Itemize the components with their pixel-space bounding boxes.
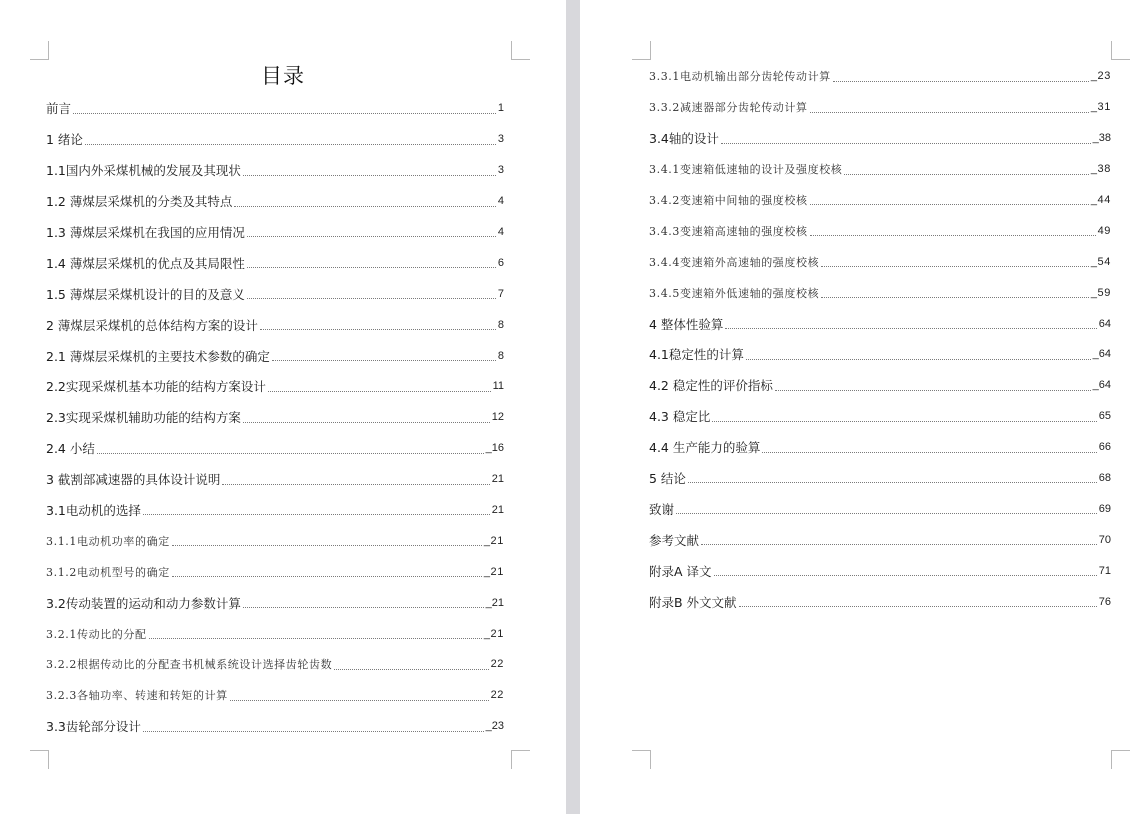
- dot-leader: [833, 80, 1089, 82]
- dot-leader: [243, 421, 490, 423]
- page-gap: [566, 0, 580, 814]
- toc-entry-text: 1 绪论: [46, 132, 83, 148]
- toc-entry-text: 3.1电动机的选择: [46, 503, 141, 519]
- toc-entry-text: 附录B 外文文献: [649, 594, 737, 610]
- toc-entry-page-number: 11: [492, 380, 504, 393]
- toc-entry-text: 参考文献: [649, 532, 700, 548]
- toc-entry-page-number: 4: [497, 226, 504, 238]
- toc-entry[interactable]: [649, 61, 1111, 92]
- dot-leader: [172, 575, 482, 577]
- toc-entry[interactable]: [46, 93, 504, 124]
- dot-leader: [247, 297, 496, 299]
- toc-entry-text: 1.3 薄煤层采煤机在我国的应用情况: [46, 225, 245, 240]
- toc-entry-page-number: _38: [1092, 132, 1111, 145]
- dot-leader: [149, 637, 482, 639]
- toc-entry[interactable]: [46, 278, 504, 309]
- toc-entry-page-number: 70: [1098, 533, 1111, 546]
- toc-entry-page-number: _21: [483, 565, 504, 578]
- toc-entry[interactable]: [649, 339, 1111, 370]
- toc-entry[interactable]: [649, 463, 1111, 494]
- toc-entry-text: 3.3.1电动机输出部分齿轮传动计算: [649, 70, 831, 84]
- toc-entry-text: 3.2.1传动比的分配: [46, 627, 147, 641]
- dot-leader: [725, 327, 1096, 329]
- toc-entry-page-number: _64: [1092, 379, 1111, 392]
- dot-leader: [143, 730, 484, 732]
- toc-entry-page-number: _21: [483, 534, 504, 547]
- toc-entry[interactable]: [649, 246, 1111, 277]
- dot-leader: [739, 605, 1097, 607]
- dot-leader: [676, 512, 1097, 514]
- dot-leader: [810, 203, 1089, 205]
- toc-entry-text: 3.1.1电动机功率的确定: [46, 534, 170, 548]
- dot-leader: [746, 358, 1091, 360]
- dot-leader: [260, 328, 496, 330]
- toc-entry[interactable]: [649, 123, 1111, 154]
- toc-entry[interactable]: [649, 370, 1111, 401]
- toc-entry[interactable]: [46, 217, 504, 248]
- toc-entry-text: 1.2 薄煤层采煤机的分类及其特点: [46, 194, 233, 210]
- toc-entry-text: 1.5 薄煤层采煤机设计的目的及意义: [46, 286, 245, 302]
- toc-entry-page-number: 22: [490, 689, 504, 702]
- dot-leader: [810, 234, 1096, 236]
- dot-leader: [247, 266, 496, 268]
- corner-mark-top-left: [632, 41, 651, 60]
- toc-entry-text: 3.4.1变速箱低速轴的设计及强度校核: [649, 163, 843, 177]
- dot-leader: [714, 574, 1097, 576]
- toc-entry-text: 3.4.3变速箱高速轴的强度校核: [649, 224, 808, 238]
- toc-entry-text: 4.4 生产能力的验算: [649, 440, 761, 456]
- toc-entry-text: 2.2实现采煤机基本功能的结构方案设计: [46, 379, 266, 395]
- toc-entry[interactable]: [649, 215, 1111, 246]
- toc-entry[interactable]: [46, 711, 504, 742]
- toc-entry-text: 3.4.5变速箱外低速轴的强度校核: [649, 286, 820, 300]
- toc-entry[interactable]: [649, 432, 1111, 463]
- toc-entry[interactable]: [46, 340, 504, 371]
- toc-entry[interactable]: [649, 277, 1111, 308]
- dot-leader: [810, 111, 1089, 113]
- toc-entry-page-number: _44: [1090, 194, 1111, 206]
- dot-leader: [234, 205, 496, 207]
- toc-entry-page-number: 12: [491, 411, 504, 424]
- toc-entry[interactable]: [649, 586, 1111, 617]
- toc-entry-page-number: 1: [497, 102, 504, 115]
- dot-leader: [721, 142, 1091, 144]
- toc-entry[interactable]: [46, 649, 504, 680]
- toc-entry-page-number: 64: [1098, 317, 1111, 330]
- toc-entry[interactable]: [46, 556, 504, 587]
- toc-entry-page-number: _21: [485, 596, 504, 609]
- toc-entry-text: 4 整体性验算: [649, 316, 724, 332]
- dot-leader: [701, 543, 1097, 545]
- toc-entry[interactable]: [46, 525, 504, 556]
- dot-leader: [762, 451, 1096, 453]
- toc-entry-text: 3.3.2减速器部分齿轮传动计算: [649, 101, 808, 115]
- toc-entry-text: 前言: [46, 101, 72, 117]
- toc-entry-page-number: 69: [1098, 502, 1111, 515]
- corner-mark-top-right: [511, 41, 530, 60]
- dot-leader: [821, 296, 1089, 298]
- toc-entry-page-number: 3: [497, 164, 504, 177]
- toc-entry-text: 3 截割部减速器的具体设计说明: [46, 472, 221, 488]
- dot-leader: [268, 390, 491, 392]
- toc-entry-text: 2.3实现采煤机辅助功能的结构方案: [46, 410, 241, 426]
- corner-mark-top-right: [1111, 41, 1130, 60]
- toc-list-left: [46, 93, 504, 742]
- toc-entry[interactable]: [649, 308, 1111, 339]
- toc-entry[interactable]: [649, 493, 1111, 524]
- toc-entry[interactable]: [46, 587, 504, 618]
- dot-leader: [775, 389, 1091, 391]
- toc-entry-text: 1.1国内外采煤机械的发展及其现状: [46, 163, 241, 179]
- dot-leader: [712, 420, 1096, 422]
- toc-entry-page-number: 22: [490, 658, 504, 671]
- toc-entry-text: 4.2 稳定性的评价指标: [649, 378, 773, 394]
- toc-entry-page-number: 8: [497, 318, 504, 331]
- toc-entry-page-number: _54: [1090, 255, 1111, 268]
- toc-entry-page-number: _23: [485, 720, 504, 733]
- toc-entry-page-number: _16: [485, 442, 504, 455]
- toc-entry-page-number: 21: [491, 473, 504, 486]
- toc-entry-page-number: 65: [1098, 410, 1111, 423]
- toc-entry-text: 3.3齿轮部分设计: [46, 719, 141, 735]
- dot-leader: [688, 481, 1097, 483]
- dot-leader: [73, 112, 496, 114]
- toc-entry-page-number: 4: [497, 195, 504, 208]
- toc-entry-text: 3.2传动装置的运动和动力参数计算: [46, 595, 241, 611]
- dot-leader: [85, 143, 496, 145]
- corner-mark-bottom-right: [511, 750, 530, 769]
- dot-leader: [272, 359, 496, 361]
- toc-entry[interactable]: [46, 495, 504, 526]
- toc-entry[interactable]: [649, 401, 1111, 432]
- toc-entry-page-number: 76: [1098, 595, 1111, 608]
- toc-entry-page-number: _59: [1090, 286, 1111, 299]
- toc-list-right: [649, 61, 1111, 617]
- toc-entry-text: 2 薄煤层采煤机的总体结构方案的设计: [46, 317, 258, 333]
- toc-entry-text: 3.2.3各轴功率、转速和转矩的计算: [46, 689, 228, 703]
- toc-entry-text: 致谢: [649, 501, 675, 517]
- toc-entry-page-number: _23: [1090, 70, 1111, 83]
- toc-entry[interactable]: [649, 185, 1111, 216]
- toc-entry-text: 3.1.2电动机型号的确定: [46, 565, 170, 579]
- toc-entry-text: 1.4 薄煤层采煤机的优点及其局限性: [46, 255, 245, 271]
- toc-entry-page-number: _64: [1092, 348, 1111, 361]
- toc-entry-text: 5 结论: [649, 471, 686, 487]
- toc-entry[interactable]: [46, 309, 504, 340]
- toc-entry-page-number: 21: [491, 504, 504, 517]
- corner-mark-bottom-right: [1111, 750, 1130, 769]
- toc-entry-text: 3.2.2根据传动比的分配查书机械系统设计选择齿轮齿数: [46, 658, 333, 672]
- corner-mark-bottom-left: [30, 750, 49, 769]
- toc-entry[interactable]: [649, 555, 1111, 586]
- toc-entry-text: 2.1 薄煤层采煤机的主要技术参数的确定: [46, 348, 270, 364]
- toc-entry-page-number: 7: [497, 287, 504, 300]
- dot-leader: [243, 606, 484, 608]
- dot-leader: [334, 668, 488, 670]
- toc-entry[interactable]: [649, 92, 1111, 123]
- toc-entry-page-number: _38: [1090, 163, 1111, 176]
- dot-leader: [97, 452, 484, 454]
- toc-entry[interactable]: [46, 618, 504, 649]
- toc-entry[interactable]: [46, 371, 504, 402]
- dot-leader: [172, 544, 482, 546]
- toc-entry[interactable]: [649, 154, 1111, 185]
- toc-entry-page-number: 68: [1098, 472, 1111, 485]
- toc-entry-text: 附录A 译文: [649, 563, 712, 579]
- toc-entry[interactable]: [46, 155, 504, 186]
- dot-leader: [243, 174, 496, 176]
- toc-entry[interactable]: [46, 464, 504, 495]
- corner-mark-top-left: [30, 41, 49, 60]
- toc-entry-page-number: 66: [1098, 441, 1111, 454]
- toc-entry-page-number: _21: [483, 627, 504, 640]
- toc-entry-page-number: 6: [497, 256, 504, 269]
- toc-entry[interactable]: [46, 247, 504, 278]
- dot-leader: [222, 483, 489, 485]
- toc-entry-text: 4.1稳定性的计算: [649, 347, 744, 363]
- toc-entry[interactable]: [46, 680, 504, 711]
- toc-title: 目录: [261, 64, 305, 88]
- dot-leader: [821, 265, 1089, 267]
- toc-entry[interactable]: [649, 524, 1111, 555]
- toc-entry-page-number: 49: [1097, 224, 1111, 237]
- corner-mark-bottom-left: [632, 750, 651, 769]
- toc-entry-text: 2.4 小结: [46, 441, 95, 457]
- dot-leader: [230, 699, 489, 701]
- toc-entry[interactable]: [46, 186, 504, 217]
- toc-entry-page-number: 71: [1098, 564, 1111, 577]
- toc-entry[interactable]: [46, 124, 504, 155]
- toc-entry-text: 3.4轴的设计: [649, 131, 719, 147]
- toc-entry[interactable]: [46, 402, 504, 433]
- toc-entry-page-number: 8: [497, 349, 504, 362]
- toc-entry-text: 4.3 稳定比: [649, 409, 711, 425]
- toc-entry-text: 3.4.4变速箱外高速轴的强度校核: [649, 255, 820, 269]
- dot-leader: [143, 513, 490, 515]
- dot-leader: [844, 173, 1088, 175]
- toc-entry-page-number: 3: [497, 133, 504, 146]
- toc-entry-page-number: _31: [1090, 101, 1111, 114]
- dot-leader: [247, 235, 496, 237]
- toc-entry[interactable]: [46, 433, 504, 464]
- toc-entry-text: 3.4.2变速箱中间轴的强度校核: [649, 194, 808, 207]
